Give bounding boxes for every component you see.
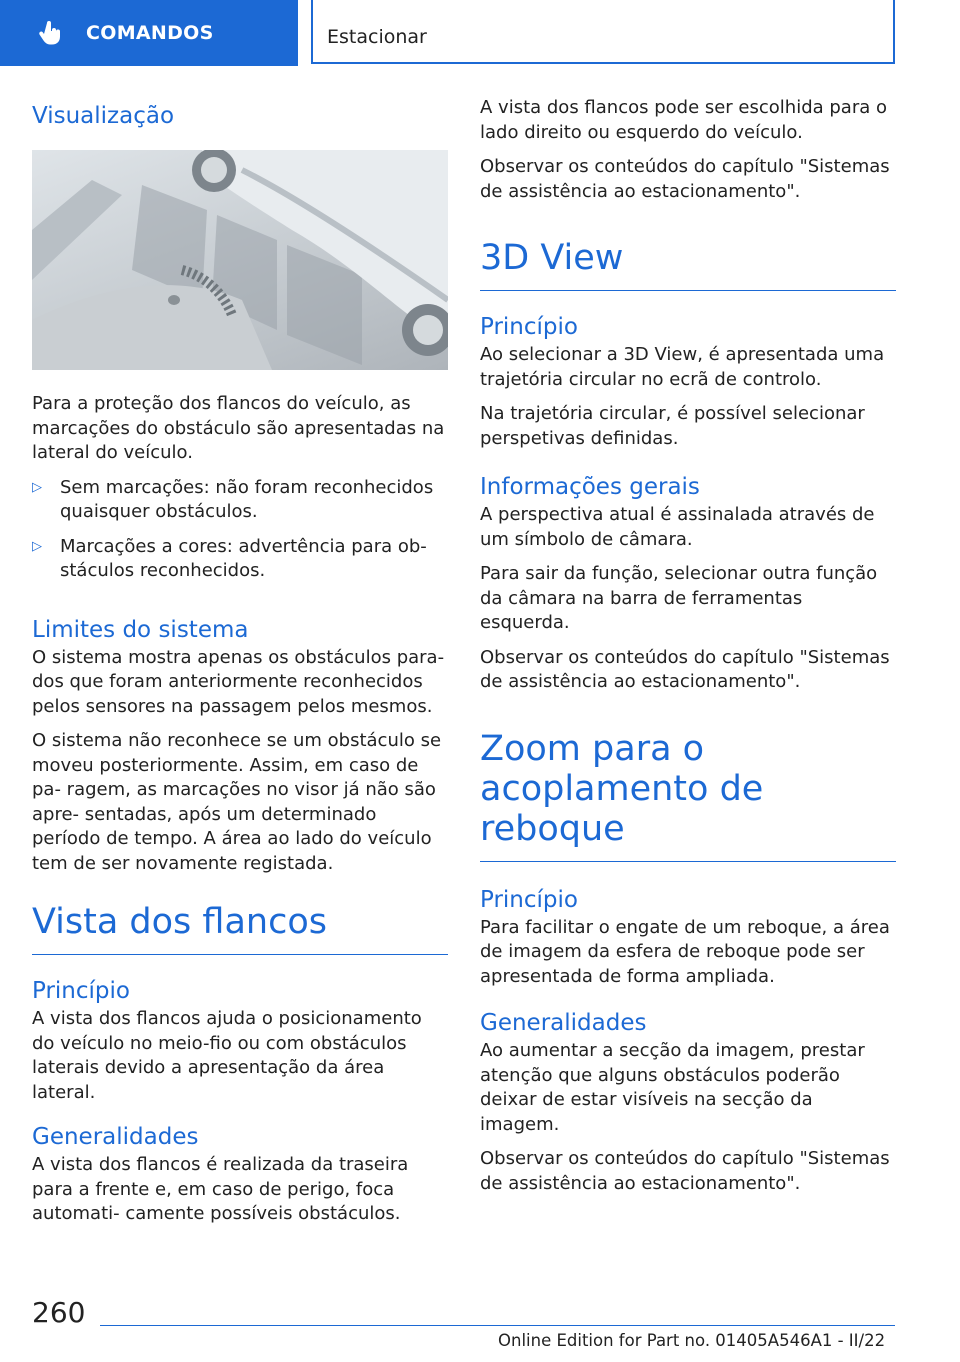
view3d-heading: 3D View: [480, 238, 896, 291]
zoom-principio-heading: Princípio: [480, 886, 578, 913]
info-paragraph-3: Observar os conteúdos do capítulo "Sistemas de assistência ao estacionamento".: [480, 646, 890, 692]
side-view-illustration: [32, 150, 448, 370]
list-item: [32, 476, 448, 525]
zoom-generalidades-paragraph-1: Ao aumentar a secção da imagem, prestar atenção que alguns obstáculos poderão deixar de estar visíveis na secção da imagem.: [480, 1040, 865, 1135]
generalidades-paragraph: A vista dos flancos é realizada da traseira para a frente e, em caso de perigo, foca automati- camente possíveis obstáculos.: [32, 1154, 409, 1224]
intro-paragraph-1: A vista dos flancos pode ser escolhida para o lado direito ou esquerdo do veículo.: [480, 97, 888, 143]
principio-3d-heading: Princípio: [480, 314, 578, 340]
parking-scene-graphic: [32, 150, 448, 370]
list-item-text: Sem marcações: não foram reconhecidos quaisquer obstáculos.: [60, 476, 434, 522]
principio-3d-paragraph-1: Ao selecionar a 3D View, é apresentada uma trajetória circular no ecrã de controlo.: [480, 344, 885, 390]
zoom-generalidades-heading: Generalidades: [480, 1010, 647, 1036]
right-column: [480, 96, 896, 1196]
zoom-principio-paragraph: Para facilitar o engate de um reboque, a área de imagem da esfera de reboque pode ser apresentada de forma ampliada.: [480, 916, 890, 987]
intro-paragraph-2: Observar os conteúdos do capítulo "Sistemas de assistência ao estacionamento".: [480, 156, 890, 202]
chapter-tab: [0, 0, 298, 66]
footer-divider: [100, 1325, 895, 1326]
image-caption: Para a proteção dos flancos do veículo, as marcações do obstáculo são apresentadas na lateral do veículo.: [32, 393, 445, 463]
limites-heading: Limites do sistema: [32, 616, 249, 643]
section-box: [311, 0, 895, 64]
info-heading: Informações gerais: [480, 474, 700, 500]
edition-note: Online Edition for Part no. 01405A546A1 - II/22: [498, 1331, 886, 1350]
principio-paragraph: A vista dos flancos ajuda o posicionamento do veículo no meio-fio ou com obstáculos laterais devido a apresentação da área lateral.: [32, 1008, 422, 1103]
hand-pointer-icon: [38, 20, 64, 46]
info-paragraph-2: Para sair da função, selecionar outra função da câmara na barra de ferramentas esquerda.: [480, 563, 878, 633]
bullet-list: [32, 476, 448, 584]
chapter-label: COMANDOS: [86, 22, 214, 44]
left-column: [32, 96, 448, 1227]
page-number: 260: [32, 1296, 86, 1329]
triangle-bullet-icon: ▷: [32, 538, 42, 554]
limites-paragraph-1: O sistema mostra apenas os obstáculos para- dos que foram anteriormente reconhecidos pelos sensores na passagem pelos mesmos.: [32, 646, 445, 717]
info-paragraph-1: A perspectiva atual é assinalada através de um símbolo de câmara.: [480, 504, 875, 550]
list-item: [32, 535, 448, 584]
triangle-bullet-icon: ▷: [32, 479, 42, 495]
section-label: Estacionar: [327, 26, 427, 48]
generalidades-heading: Generalidades: [32, 1124, 199, 1150]
visualizacao-heading: Visualização: [32, 103, 175, 129]
page-header: [0, 0, 960, 66]
zoom-generalidades-paragraph-2: Observar os conteúdos do capítulo "Sistemas de assistência ao estacionamento".: [480, 1148, 890, 1194]
principio-3d-paragraph-2: Na trajetória circular, é possível selecionar perspetivas definidas.: [480, 403, 865, 449]
limites-paragraph-2: O sistema não reconhece se um obstáculo se moveu posteriormente. Assim, em caso de pa- ragem, as marcações no visor já não são apre- sentadas, após um determinado período de tempo. A área ao lado do veículo tem de ser novamente registada.: [32, 730, 442, 874]
zoom-heading: Zoom para o acoplamento de reboque: [480, 729, 896, 862]
list-item-text: Marcações a cores: advertência para ob- stáculos reconhecidos.: [60, 535, 427, 581]
principio-heading: Princípio: [32, 978, 130, 1004]
vista-flancos-heading: Vista dos flancos: [32, 902, 448, 955]
